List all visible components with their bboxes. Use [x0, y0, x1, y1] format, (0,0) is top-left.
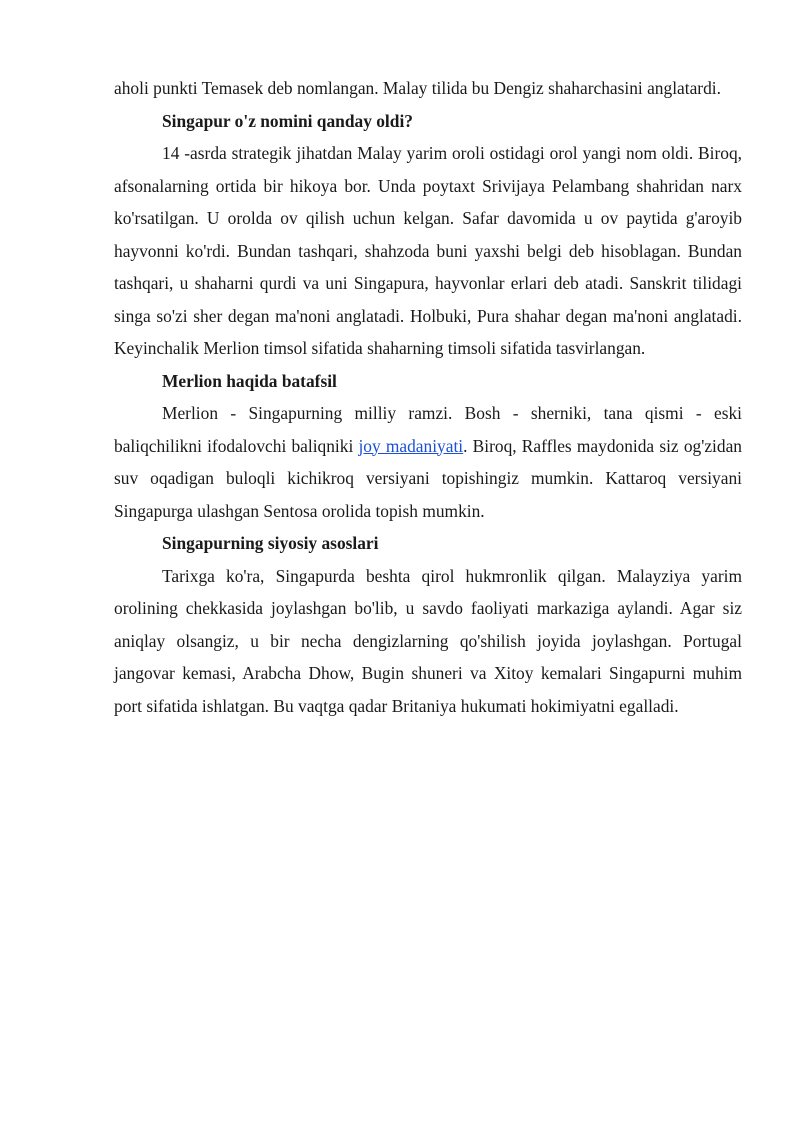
section-heading-merlion: Merlion haqida batafsil	[162, 370, 337, 391]
section-paragraph-merlion	[114, 397, 742, 527]
section-paragraph-political-foundations: Tarixga ko'ra, Singapurda beshta qirol hukmronlik qilgan. Malayziya yarim orolining chekkasida joylashgan bo'lib, u savdo faoliyati markaziga aylandi. Agar siz aniqlay olsangiz, u bir necha dengizlarning qo'shilish joyida joylashgan. Portugal jangovar kemasi, Arabcha Dhow, Bugin shuneri va Xitoy kemalari Singapurni muhim port sifatida ishlatgan. Bu vaqtga qadar Britaniya hukumati hokimiyatni egalladi.	[114, 565, 742, 716]
section-paragraph-name-origin: 14 -asrda strategik jihatdan Malay yarim oroli ostidagi orol yangi nom oldi. Biroq, afsonalarning ortida bir hikoya bor. Unda poytaxt Srivijaya Pelambang shahridan narx ko'rsatilgan. U orolda ov qilish uchun kelgan. Safar davomida u ov paytida g'aroyib hayvonni ko'rdi. Bundan tashqari, shahzoda buni yaxshi belgi deb hisoblagan. Bundan tashqari, u shaharni qurdi va uni Singapura, hayvonlar erlari deb atadi. Sanskrit tilidagi singa so'zi sher degan ma'noni anglatadi. Holbuki, Pura shahar degan ma'noni anglatadi. Keyinchalik Merlion timsol sifatida shaharning timsoli sifatida tasvirlangan.	[114, 143, 742, 358]
document-body	[114, 72, 742, 722]
joy-madaniyati-link[interactable]: joy madaniyati	[358, 435, 464, 456]
intro-paragraph: aholi punkti Temasek deb nomlangan. Malay tilida bu Dengiz shaharchasini anglatardi.	[114, 78, 721, 98]
merlion-text-before-link: Merlion - Singapurning milliy ramzi. Bosh - sherniki, tana qismi - eski baliqchilikni ifodalovchi baliqniki	[114, 403, 742, 456]
merlion-text-after-link: . Biroq, Raffles maydonida siz og'zidan suv oqadigan buloqli kichikroq versiyani topishingiz mumkin. Kattaroq versiyani Singapurga ulashgan Sentosa orolida topish mumkin.	[114, 435, 742, 521]
section-heading-name-origin: Singapur o'z nomini qanday oldi?	[162, 110, 413, 131]
section-heading-political-foundations: Singapurning siyosiy asoslari	[162, 533, 379, 553]
